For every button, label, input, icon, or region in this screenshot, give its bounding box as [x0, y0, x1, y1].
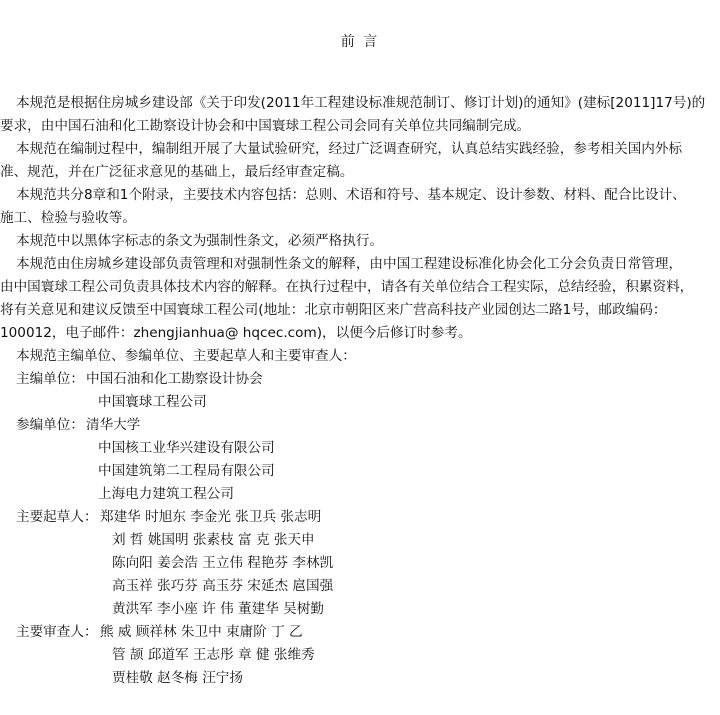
reviewer-names: 贾桂敬 赵冬梅 汪宁扬 [112, 670, 243, 686]
contributors-list [0, 368, 716, 690]
participants-row [0, 483, 716, 506]
participant-item: 中国建筑第二工程局有限公司 [98, 463, 275, 479]
paragraph-5-line-1: 本规范由住房城乡建设部负责管理和对强制性条文的解释，由中国工程建设标准化协会化工分会负责日常管理， [16, 256, 683, 272]
chief-editor-label: 主编单位： [16, 371, 84, 387]
chief-editor-item: 中国石油和化工勘察设计协会 [86, 371, 263, 387]
participant-item: 清华大学 [86, 417, 141, 433]
paragraph-3-line-1: 本规范共分8章和1个附录，主要技术内容包括：总则、术语和符号、基本规定、设计参数、材料、配合比设计、 [16, 187, 686, 203]
reviewers-row [0, 644, 716, 667]
reviewers-label: 主要审查人： [16, 624, 98, 640]
paragraph-4-line-1: 本规范中以黑体字标志的条文为强制性条文，必须严格执行。 [16, 233, 384, 249]
paragraph-3-line-2: 施工、检验与验收等。 [0, 210, 136, 226]
preface-body [0, 92, 716, 368]
drafters-label: 主要起草人： [16, 509, 98, 525]
drafter-names: 黄洪军 李小座 许 伟 董建华 吴树勤 [112, 601, 324, 617]
drafters-row [0, 506, 716, 529]
drafters-row [0, 598, 716, 621]
paragraph-5-line-4: 100012，电子邮件：zhengjianhua@ hqcec.com)，以便今后修订时参考。 [0, 325, 472, 341]
reviewer-names: 熊 威 顾祥林 朱卫中 束庸阶 丁 乙 [100, 624, 303, 640]
drafter-names: 陈向阳 姜会浩 王立伟 程艳芬 李林凯 [112, 555, 334, 571]
reviewers-row [0, 621, 716, 644]
participant-item: 中国核工业华兴建设有限公司 [98, 440, 275, 456]
page-title: 前 言 [340, 34, 380, 50]
paragraph-2-line-2: 准、规范，并在广泛征求意见的基础上，最后经审查定稿。 [0, 164, 354, 180]
paragraph-1-line-2: 要求，由中国石油和化工勘察设计协会和中国寰球工程公司会同有关单位共同编制完成。 [0, 118, 531, 134]
paragraph-1-line-1: 本规范是根据住房城乡建设部《关于印发(2011年工程建设标准规范制订、修订计划)的通知》(建标[2011]17号)的 [16, 95, 706, 111]
participants-row [0, 414, 716, 437]
paragraph-5-line-3: 将有关意见和建议反馈至中国寰球工程公司(地址：北京市朝阳区来广营高科技产业园创达二路1号，邮政编码： [0, 302, 667, 318]
chief-editor-row [0, 368, 716, 391]
drafter-names: 刘 哲 姚国明 张素枝 富 克 张天申 [112, 532, 315, 548]
chief-editor-row [0, 391, 716, 414]
paragraph-5-line-2: 由中国寰球工程公司负责具体技术内容的解释。在执行过程中，请各有关单位结合工程实际，总结经验，积累资料， [0, 279, 694, 295]
drafters-row [0, 575, 716, 598]
participants-row [0, 460, 716, 483]
participants-row [0, 437, 716, 460]
drafters-row [0, 552, 716, 575]
drafters-row [0, 529, 716, 552]
paragraph-2-line-1: 本规范在编制过程中，编制组开展了大量试验研究，经过广泛调查研究，认真总结实践经验，参考相关国内外标 [16, 141, 683, 157]
reviewer-names: 管 颉 邱道军 王志彤 章 健 张维秀 [112, 647, 315, 663]
participant-item: 上海电力建筑工程公司 [98, 486, 234, 502]
drafter-names: 郑建华 时旭东 李金光 张卫兵 张志明 [100, 509, 322, 525]
chief-editor-item: 中国寰球工程公司 [98, 394, 207, 410]
drafter-names: 高玉祥 张巧芬 高玉芬 宋延杰 扈国强 [112, 578, 334, 594]
reviewers-row [0, 667, 716, 690]
paragraph-6-line-1: 本规范主编单位、参编单位、主要起草人和主要审查人： [16, 348, 356, 364]
participants-label: 参编单位： [16, 417, 84, 433]
